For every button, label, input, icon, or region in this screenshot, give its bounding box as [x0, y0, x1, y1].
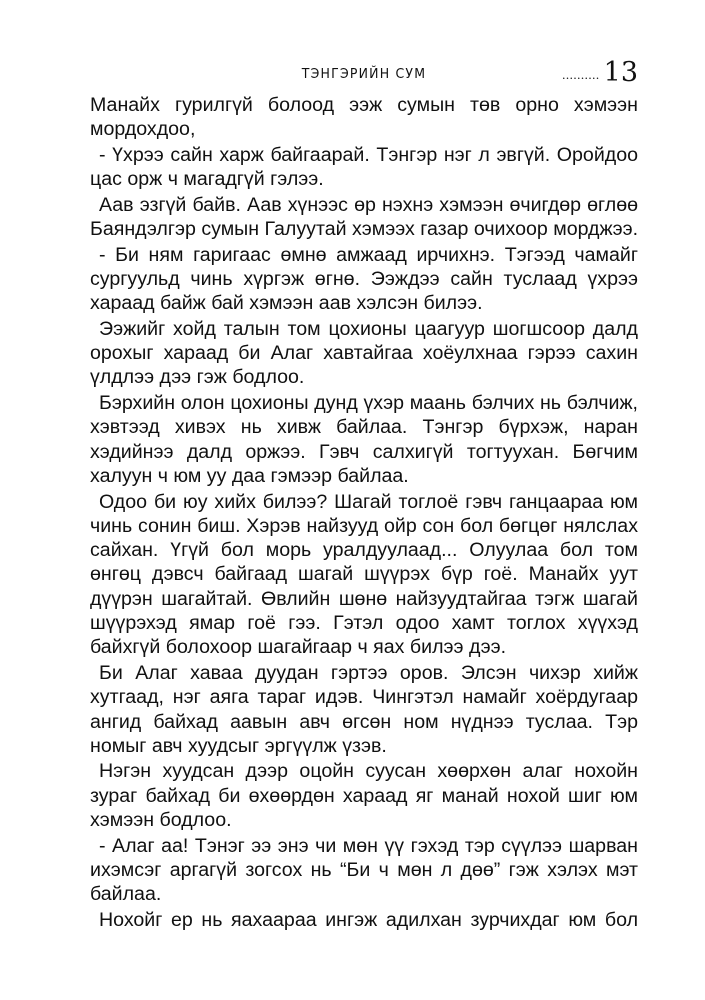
body-text — [90, 93, 638, 933]
paragraph: Би Алаг хаваа дуудан гэртээ оров. Элсэн чихэр хийж хутгаад, нэг аяга тараг идэв. Чингэтэл намайг хоёрдугаар ангид байхад аавын авч өгсөн ном нүднээ туслаа. Тэр номыг авч хуудсыг эргүүлж үзэв. — [90, 661, 638, 757]
paragraph: Манайх гурилгүй болоод ээж сумын төв орно хэмээн мордохдоо, — [90, 94, 638, 141]
paragraph: Нэгэн хуудсан дээр оцойн суусан хөөрхөн алаг нохойн зураг байхад би өхөөрдөн хараад яг манай нохой шиг юм хэмээн бодлоо. — [90, 760, 638, 831]
page-header — [90, 57, 638, 90]
paragraph: - Би ням гаригаас өмнө амжаад ирчихнэ. Тэгээд чамайг сургуульд чинь хүргэж өгнө. Ээждээ сайн туслаад үхрээ хараад байж бай хэмээн аав хэлсэн билээ. — [90, 243, 638, 315]
paragraph: - Алаг аа! Тэнэг ээ энэ чи мөн үү гэхэд тэр сүүлээ шарван ихэмсэг аргагүй зогсох нь “Би ч мөн л дөө” гэж хэлэх мэт байлаа. — [90, 834, 638, 906]
running-title: ТЭНГЭРИЙН СУМ — [301, 65, 427, 82]
paragraph: Ээжийг хойд талын том цохионы цаагуур шогшсоор далд орохыг хараад би Алаг хавтайгаа хоёулхнаа гэрээ сахин үлдлээ дээ гэж бодлоо. — [90, 317, 638, 389]
paragraph: Аав эзгүй байв. Аав хүнээс өр нэхнэ хэмээн өчигдөр өглөө Баяндэлгэр сумын Галуутай хэмээх газар очихоор морджээ. — [90, 193, 639, 241]
leader-dots: .......... — [562, 67, 600, 82]
paragraph: - Үхрээ сайн харж байгаарай. Тэнгэр нэг л эвгүй. Оройдоо цас орж ч магадгүй гэлээ. — [90, 143, 638, 191]
page-number: 13 — [603, 57, 638, 88]
page-number-group — [562, 57, 638, 88]
paragraph: Бэрхийн олон цохионы дунд үхэр маань бэлчих нь бэлчиж, хэвтээд хивэх нь хивж байлаа. Тэнгэр бүрхэж, наран хэдийнээ далд оржээ. Гэвч салхигүй тогтуухан. Бөгчим халуун ч юм уу даа гэмээр байлаа. — [90, 392, 638, 487]
paragraph-continued: Нохойг ер нь яахаараа ингэж адилхан зурчихдаг юм бол — [99, 908, 638, 931]
paragraph: Одоо би юу хийх билээ? Шагай тоглоё гэвч ганцаараа юм чинь сонин биш. Хэрэв найзууд ойр сон бол бөгцөг нялслах сайхан. Үгүй бол морь уралдуулаад... Олуулаа бол том өнгөц дэвсч байгаад шагай шүүрэх бүр гоё. Манайх уут дүүрэн шагайтай. Өвлийн шөнө найзуудтайгаа тэгж шагай шүүрэхэд ямар гоё гээ. Гэтэл одоо хамт тоглох хүүхэд байхгүй болохоор шагайгаар ч яах билээ дээ. — [90, 490, 638, 659]
